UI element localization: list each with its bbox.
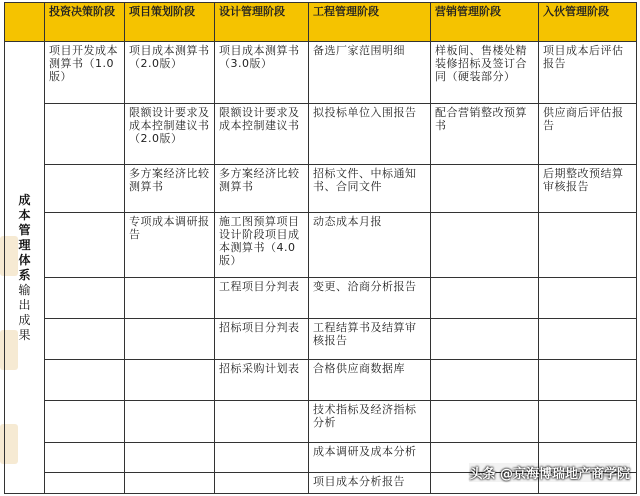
table-row: [5, 42, 637, 104]
header-occupancy-stage: 入伙管理阶段: [539, 3, 637, 42]
table-row: [5, 401, 637, 442]
table-cell: [125, 278, 215, 319]
table-cell: 成本调研及成本分析: [309, 442, 431, 473]
table-cell: [45, 442, 125, 473]
table-cell: 限额设计要求及成本控制建议书（2.0版）: [125, 103, 215, 165]
header-marketing-stage: 营销管理阶段: [431, 3, 539, 42]
side-label: [18, 193, 32, 343]
table-cell: [45, 165, 125, 212]
table-cell: 变更、洽商分析报告: [309, 278, 431, 319]
table-cell: 招标项目分判表: [215, 319, 309, 360]
table-cell: [431, 278, 539, 319]
table-cell: 配合营销整改预算书: [431, 103, 539, 165]
table-cell: [125, 442, 215, 473]
header-planning-stage: 项目策划阶段: [125, 3, 215, 42]
table-cell: 项目成本后评估报告: [539, 42, 637, 104]
table-cell: [431, 165, 539, 212]
table-cell: 项目成本分析报告: [309, 473, 431, 494]
table-cell: 后期整改预结算审核报告: [539, 165, 637, 212]
side-label-normal: 输出成果: [18, 282, 31, 342]
table-cell: 项目成本测算书（3.0版）: [215, 42, 309, 104]
table-cell: 招标文件、中标通知书、合同文件: [309, 165, 431, 212]
table-cell: [539, 401, 637, 442]
table-cell: 拟投标单位入围报告: [309, 103, 431, 165]
table-cell: 动态成本月报: [309, 212, 431, 278]
table-cell: [125, 360, 215, 401]
table-cell: [431, 401, 539, 442]
table-cell: [45, 319, 125, 360]
table-cell: [431, 360, 539, 401]
table-cell: [431, 319, 539, 360]
source-watermark: 头条 @京海博瑞地产商学院: [469, 463, 630, 482]
table-cell: 多方案经济比较测算书: [215, 165, 309, 212]
table-cell: 工程项目分判表: [215, 278, 309, 319]
table-cell: 样板间、售楼处精装修招标及签订合同（硬装部分）: [431, 42, 539, 104]
table-cell: 合格供应商数据库: [309, 360, 431, 401]
table-cell: [125, 473, 215, 494]
table-cell: [125, 319, 215, 360]
header-row: [5, 3, 637, 42]
table-cell: [431, 212, 539, 278]
side-label-cell: [5, 42, 45, 494]
table-row: [5, 278, 637, 319]
table-cell: [45, 212, 125, 278]
table-cell: [539, 319, 637, 360]
table-cell: [125, 401, 215, 442]
table-cell: 多方案经济比较测算书: [125, 165, 215, 212]
table-cell: 供应商后评估报告: [539, 103, 637, 165]
table-row: [5, 165, 637, 212]
corner-cell: [5, 3, 45, 42]
table-cell: [539, 278, 637, 319]
table-cell: [215, 401, 309, 442]
table-row: [5, 212, 637, 278]
table-cell: [45, 473, 125, 494]
table-cell: 工程结算书及结算审核报告: [309, 319, 431, 360]
table-cell: [539, 360, 637, 401]
table-cell: 技术指标及经济指标分析: [309, 401, 431, 442]
table-row: [5, 360, 637, 401]
table-cell: 施工图预算项目设计阶段项目成本测算书（4.0版）: [215, 212, 309, 278]
table-cell: 招标采购计划表: [215, 360, 309, 401]
table-cell: [215, 442, 309, 473]
header-design-stage: 设计管理阶段: [215, 3, 309, 42]
table-cell: [215, 473, 309, 494]
table-cell: 项目开发成本测算书（1.0版）: [45, 42, 125, 104]
table-cell: 专项成本调研报告: [125, 212, 215, 278]
table-cell: [45, 278, 125, 319]
table-cell: 项目成本测算书（2.0版）: [125, 42, 215, 104]
table-row: [5, 103, 637, 165]
side-label-bold: 成本管理体系: [18, 192, 31, 282]
table-cell: 备选厂家范围明细: [309, 42, 431, 104]
header-engineering-stage: 工程管理阶段: [309, 3, 431, 42]
table-cell: [45, 103, 125, 165]
table-cell: [45, 360, 125, 401]
table-row: [5, 319, 637, 360]
table-cell: [539, 212, 637, 278]
header-investment-stage: 投资决策阶段: [45, 3, 125, 42]
table-cell: 限额设计要求及成本控制建议书: [215, 103, 309, 165]
cost-management-output-table: [4, 2, 637, 494]
table-cell: [45, 401, 125, 442]
